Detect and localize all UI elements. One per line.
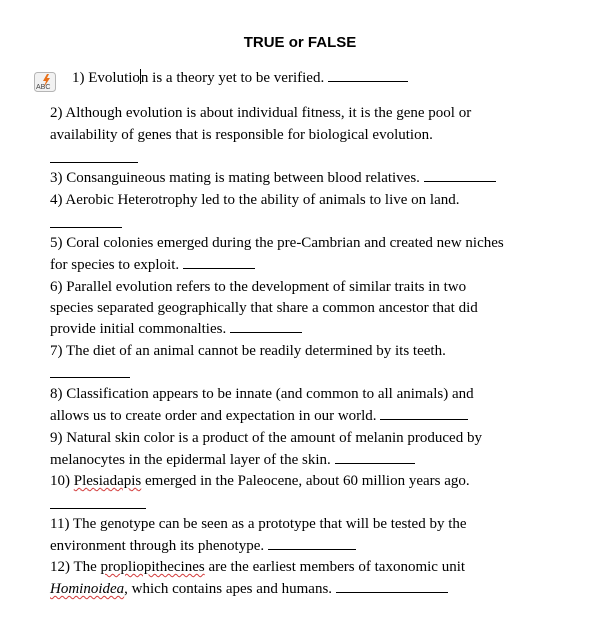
answer-blank-10[interactable] (50, 508, 146, 509)
question-9-text: melanocytes in the epidermal layer of the skin. (50, 452, 331, 468)
question-1 (72, 67, 408, 89)
question-12-text-end: , which contains apes and humans. (124, 581, 333, 597)
question-10-prefix: 10) (50, 473, 74, 489)
question-2-line-2: availability of genes that is responsible for biological evolution. (50, 127, 433, 143)
question-12-prefix: 12) The (50, 559, 101, 575)
question-9-line-2 (50, 449, 415, 471)
question-12-taxon: Hominoidea (50, 581, 125, 597)
answer-blank-8[interactable] (380, 406, 468, 420)
question-12-text: are the earliest members of taxonomic unit (204, 559, 466, 575)
question-12-line-1 (50, 556, 465, 578)
question-3 (50, 167, 496, 189)
answer-blank-4[interactable] (50, 227, 122, 228)
question-6-line-3 (50, 318, 302, 340)
question-11-text: environment through its phenotype. (50, 538, 265, 554)
question-8-line-2 (50, 405, 468, 427)
question-7-text: 7) The diet of an animal cannot be readily determined by its teeth. (50, 343, 446, 359)
question-4-text: 4) Aerobic Heterotrophy led to the ability of animals to live on land. (50, 192, 460, 208)
answer-blank-6[interactable] (230, 319, 302, 333)
question-1-text-start: Evolutio (88, 70, 140, 86)
question-5-line-2 (50, 254, 255, 276)
question-6-line-2: species separated geographically that share a common ancestor that did (50, 300, 478, 316)
question-8-line-1: 8) Classification appears to be innate (and common to all animals) and (50, 386, 474, 402)
question-5-line-1: 5) Coral colonies emerged during the pre-Cambrian and created new niches (50, 235, 504, 251)
answer-blank-12[interactable] (336, 579, 448, 593)
question-12-line-2 (50, 578, 448, 600)
answer-blank-1[interactable] (328, 68, 408, 82)
question-5-text: for species to exploit. (50, 257, 180, 273)
spell-icon-label: ABC (36, 84, 51, 91)
question-10-term: Plesiadapis (73, 473, 142, 489)
question-2-line-1: 2) Although evolution is about individual fitness, it is the gene pool or (50, 105, 472, 121)
answer-blank-7[interactable] (50, 377, 130, 378)
question-11-line-1: 11) The genotype can be seen as a prototype that will be tested by the (50, 516, 467, 532)
question-9-line-1: 9) Natural skin color is a product of the amount of melanin produced by (50, 430, 482, 446)
answer-blank-11[interactable] (268, 536, 356, 550)
answer-blank-3[interactable] (424, 168, 496, 182)
answer-blank-2[interactable] (50, 162, 138, 163)
question-8-text: allows us to create order and expectation in our world. (50, 408, 377, 424)
question-6-line-1: 6) Parallel evolution refers to the development of similar traits in two (50, 279, 467, 295)
question-3-text: 3) Consanguineous mating is mating between blood relatives. (50, 170, 420, 186)
question-10-text: emerged in the Paleocene, about 60 million years ago. (141, 473, 470, 489)
question-12-term: propliopithecines (100, 559, 205, 575)
question-1-text-end: n is a theory yet to be verified. (140, 70, 325, 86)
question-6-text: provide initial commonalties. (50, 321, 227, 337)
answer-blank-5[interactable] (183, 255, 255, 269)
spell-check-icon[interactable] (34, 72, 56, 92)
question-1-number: 1) (72, 70, 85, 86)
page-title: TRUE or FALSE (243, 34, 357, 51)
question-11-line-2 (50, 535, 356, 557)
question-10 (50, 470, 470, 492)
answer-blank-9[interactable] (335, 450, 415, 464)
